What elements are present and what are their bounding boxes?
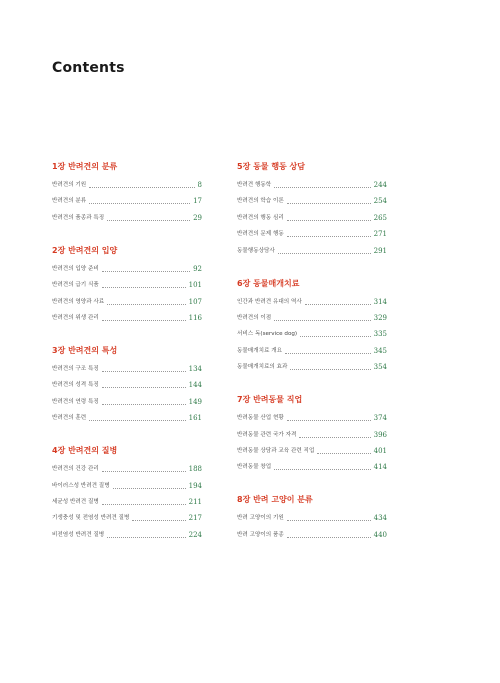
dot-leader: [278, 253, 371, 254]
chapter-title: 5장 동물 행동 상담: [237, 162, 306, 171]
dot-leader: [299, 437, 370, 438]
chapter-section: [237, 161, 387, 256]
chapter-title: 4장 반려견의 질병: [52, 446, 118, 456]
page-number: 254: [373, 197, 387, 206]
page-number: 414: [373, 463, 387, 472]
page-number: 440: [373, 530, 387, 539]
toc-entry: [237, 347, 387, 356]
page-number: 265: [373, 213, 387, 222]
dot-leader: [274, 187, 370, 188]
chapter-section: [52, 345, 202, 423]
toc-entry: [237, 298, 387, 307]
dot-leader: [89, 187, 194, 188]
page-number: 92: [193, 264, 202, 273]
toc-entry: [237, 230, 387, 239]
toc-entry: [237, 214, 387, 223]
entry-label: 반려견의 연령 특징: [52, 398, 99, 405]
entry-label: 반려견의 영양과 사료: [52, 298, 105, 305]
page-number: 8: [197, 181, 202, 189]
dot-leader: [102, 287, 186, 288]
dot-leader: [102, 387, 186, 388]
toc-entry: [52, 281, 202, 290]
entry-label: 동물매개치료의 효과: [237, 364, 288, 371]
entry-label: 반려견의 위생 관리: [52, 314, 99, 321]
page-number: 271: [373, 230, 387, 239]
toc-entry: [52, 482, 202, 491]
toc-entry: [52, 381, 202, 390]
dot-leader: [274, 469, 370, 470]
page-number: 224: [188, 530, 202, 539]
page-number: 17: [193, 197, 202, 206]
page-number: 329: [373, 313, 387, 322]
dot-leader: [89, 203, 190, 204]
toc-entry: [52, 298, 202, 307]
toc-entry: [237, 330, 387, 339]
dot-leader: [287, 220, 371, 221]
entry-label: 인간과 반려견 유대의 역사: [237, 298, 302, 305]
page-number: 134: [188, 364, 202, 373]
entry-label: 반려동물 창업: [237, 464, 272, 471]
chapter-section: [52, 161, 202, 223]
toc-entry: [237, 514, 387, 523]
page-number: 354: [373, 363, 387, 372]
toc-entry: [52, 498, 202, 507]
toc-entry: [52, 214, 202, 223]
chapter-title: 8장 반려 고양이 분류: [237, 495, 313, 505]
toc-entry: [52, 531, 202, 540]
toc-entry: [52, 514, 202, 523]
page-number: 335: [373, 330, 387, 339]
dot-leader: [132, 520, 185, 521]
entry-label: 반려견의 분류: [52, 198, 87, 205]
dot-leader: [102, 271, 190, 272]
dot-leader: [102, 404, 186, 405]
entry-label: 반려견의 품종과 특징: [52, 214, 105, 221]
entry-label: 반려견 행동학: [237, 182, 272, 188]
dot-leader: [102, 320, 186, 321]
dot-leader: [287, 420, 371, 421]
toc-entry: [237, 463, 387, 472]
toc-entry: [237, 531, 387, 540]
chapter-title: 6장 동물매개치료: [237, 278, 300, 288]
chapter-title: 3장 반려견의 특성: [52, 345, 118, 355]
page-number: 194: [188, 481, 202, 490]
chapter-section: [52, 245, 202, 323]
page-number: 401: [373, 446, 387, 455]
dot-leader: [317, 453, 370, 454]
page-number: 188: [188, 465, 202, 474]
page-number: 211: [188, 497, 202, 506]
toc-entry: [52, 181, 202, 190]
dot-leader: [287, 236, 371, 237]
dot-leader: [107, 304, 185, 305]
entry-label: 바이러스성 반려견 질병: [52, 482, 110, 489]
page-number: 291: [373, 246, 387, 255]
entry-label: 반려견의 입양 준비: [52, 265, 99, 272]
dot-leader: [287, 520, 371, 521]
toc-entry: [237, 247, 387, 256]
page-number: 116: [188, 313, 202, 322]
entry-label: 반려견의 문제 행동: [237, 231, 284, 238]
dot-leader: [102, 471, 186, 472]
page-title: Contents: [52, 60, 125, 76]
chapter-title: 7장 반려동물 직업: [237, 395, 303, 405]
dot-leader: [107, 537, 185, 538]
entry-label: 반려견의 성격 특징: [52, 382, 99, 389]
toc-entry: [52, 414, 202, 423]
toc-entry: [237, 414, 387, 423]
chapter-section: [237, 394, 387, 472]
dot-leader: [290, 369, 370, 370]
dot-leader: [287, 537, 371, 538]
page-number: 314: [373, 297, 387, 306]
page-number: 161: [188, 414, 202, 423]
dot-leader: [102, 504, 186, 505]
entry-label: 반려동물 산업 현황: [237, 415, 284, 422]
page-number: 374: [373, 414, 387, 423]
page-number: 107: [188, 297, 202, 306]
dot-leader: [274, 320, 370, 321]
dot-leader: [285, 353, 371, 354]
toc-entry: [237, 181, 387, 190]
toc-entry: [52, 465, 202, 474]
toc-entry: [52, 265, 202, 274]
entry-label: 반려견의 학습 이론: [237, 198, 284, 205]
dot-leader: [305, 304, 371, 305]
entry-label: 반려견의 구조 특징: [52, 365, 99, 372]
page-number: 396: [373, 430, 387, 439]
chapter-section: [52, 445, 202, 540]
dot-leader: [102, 371, 186, 372]
entry-label: 기생충성 및 전염성 반려견 질병: [52, 515, 130, 522]
page-number: 244: [373, 181, 387, 189]
entry-label: 서비스 독(service dog): [237, 331, 298, 338]
page-number: 434: [373, 514, 387, 523]
dot-leader: [89, 420, 185, 421]
entry-label: 동물매개치료 개요: [237, 347, 283, 354]
entry-label: 반려견의 급기 식품: [52, 282, 99, 289]
dot-leader: [300, 336, 371, 337]
chapter-title: 1장 반려견의 분류: [52, 162, 118, 171]
page-number: 144: [188, 381, 202, 390]
toc-entry: [237, 447, 387, 456]
entry-label: 반려동물 관련 국가 자격: [237, 431, 297, 438]
chapter-section: [237, 278, 387, 373]
dot-leader: [107, 220, 190, 221]
page-number: 149: [188, 397, 202, 406]
entry-label: 반려견의 행동 심리: [237, 214, 284, 221]
entry-label: 반려 고양이의 품종: [237, 531, 284, 538]
toc-column-right: [237, 161, 387, 562]
entry-label: 세균성 반려견 질병: [52, 498, 99, 505]
page-number: 101: [188, 281, 202, 290]
entry-label: 반려동물 상담과 교육 관련 직업: [237, 447, 315, 454]
toc-entry: [237, 363, 387, 372]
entry-label: 반려견의 기원: [52, 182, 87, 188]
toc-entry: [237, 314, 387, 323]
page-number: 345: [373, 346, 387, 355]
toc-entry: [237, 197, 387, 206]
toc-entry: [52, 365, 202, 374]
chapter-title: 2장 반려견의 입양: [52, 245, 118, 255]
dot-leader: [113, 488, 186, 489]
chapter-section: [237, 494, 387, 539]
entry-label: 반려견의 건강 관리: [52, 466, 99, 473]
entry-label: 반려견의 이점: [237, 314, 272, 321]
toc-column-left: [52, 161, 202, 562]
entry-label: 반려견의 훈련: [52, 415, 87, 422]
toc-entry: [52, 314, 202, 323]
toc-entry: [52, 197, 202, 206]
entry-label: 동물행동상담사: [237, 247, 275, 254]
entry-label: 비전염성 반려견 질병: [52, 531, 105, 538]
page-number: 29: [193, 213, 202, 222]
dot-leader: [287, 203, 371, 204]
page-number: 217: [188, 514, 202, 523]
toc-entry: [52, 398, 202, 407]
toc-entry: [237, 431, 387, 440]
entry-label: 반려 고양이의 기원: [237, 515, 284, 522]
